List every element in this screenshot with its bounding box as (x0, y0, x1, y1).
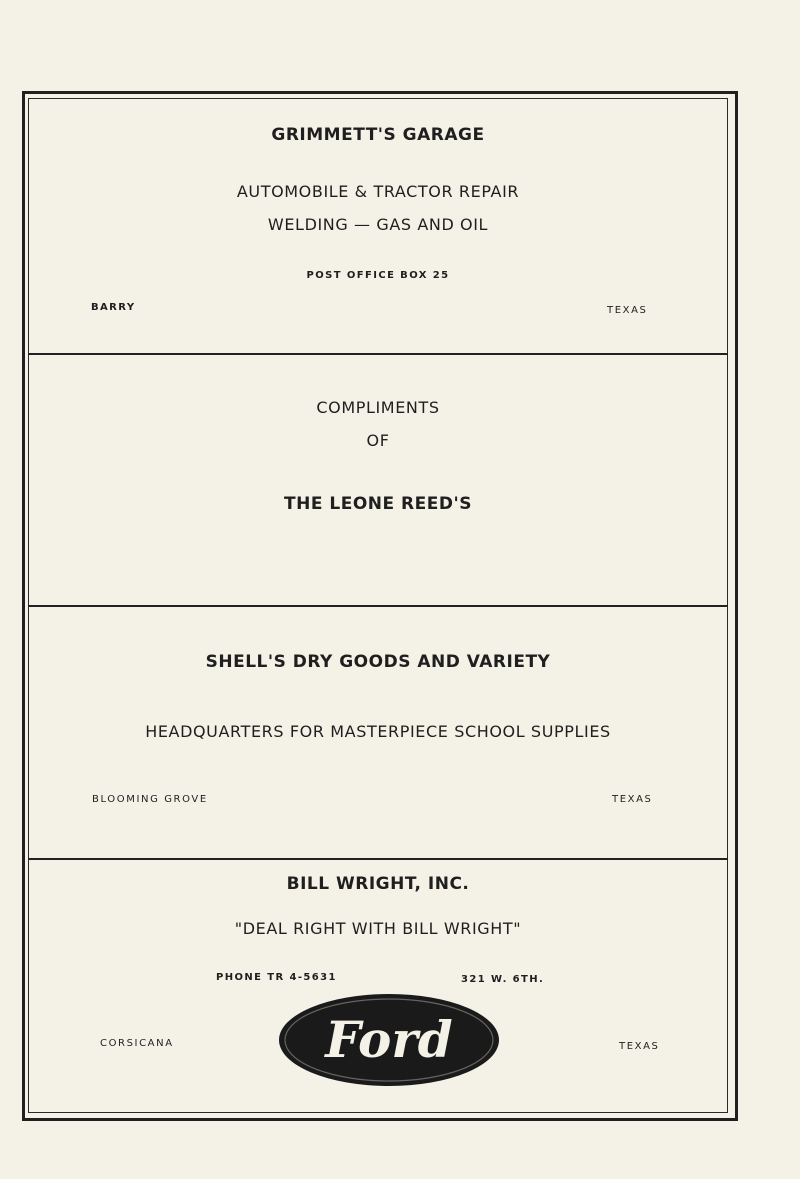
state: TEXAS (612, 794, 653, 805)
business-name: SHELL'S DRY GOODS AND VARIETY (205, 652, 551, 672)
ad-divider (28, 858, 728, 860)
address: POST OFFICE BOX 25 (306, 270, 450, 281)
city: CORSICANA (100, 1038, 174, 1049)
business-name: GRIMMETT'S GARAGE (271, 125, 485, 145)
slogan: "DEAL RIGHT WITH BILL WRIGHT" (234, 919, 522, 938)
city: BARRY (91, 302, 136, 313)
services-line-2: WELDING — GAS AND OIL (267, 215, 489, 234)
state: TEXAS (619, 1041, 660, 1052)
services-line: AUTOMOBILE & TRACTOR REPAIR (236, 182, 520, 201)
ford-logo-icon (278, 993, 500, 1087)
ford-logo-text: Ford (325, 1010, 453, 1069)
ad-divider (28, 353, 728, 355)
ad-divider (28, 605, 728, 607)
address: 321 W. 6TH. (461, 974, 545, 985)
of-text: OF (366, 431, 390, 450)
phone: PHONE TR 4-5631 (216, 972, 337, 983)
tagline: HEADQUARTERS FOR MASTERPIECE SCHOOL SUPPLIES (145, 722, 611, 741)
family-name: THE LEONE REED'S (284, 494, 472, 514)
compliments-text: COMPLIMENTS (316, 398, 440, 417)
city: BLOOMING GROVE (92, 794, 208, 805)
business-name: BILL WRIGHT, INC. (286, 874, 470, 894)
state: TEXAS (607, 305, 648, 316)
